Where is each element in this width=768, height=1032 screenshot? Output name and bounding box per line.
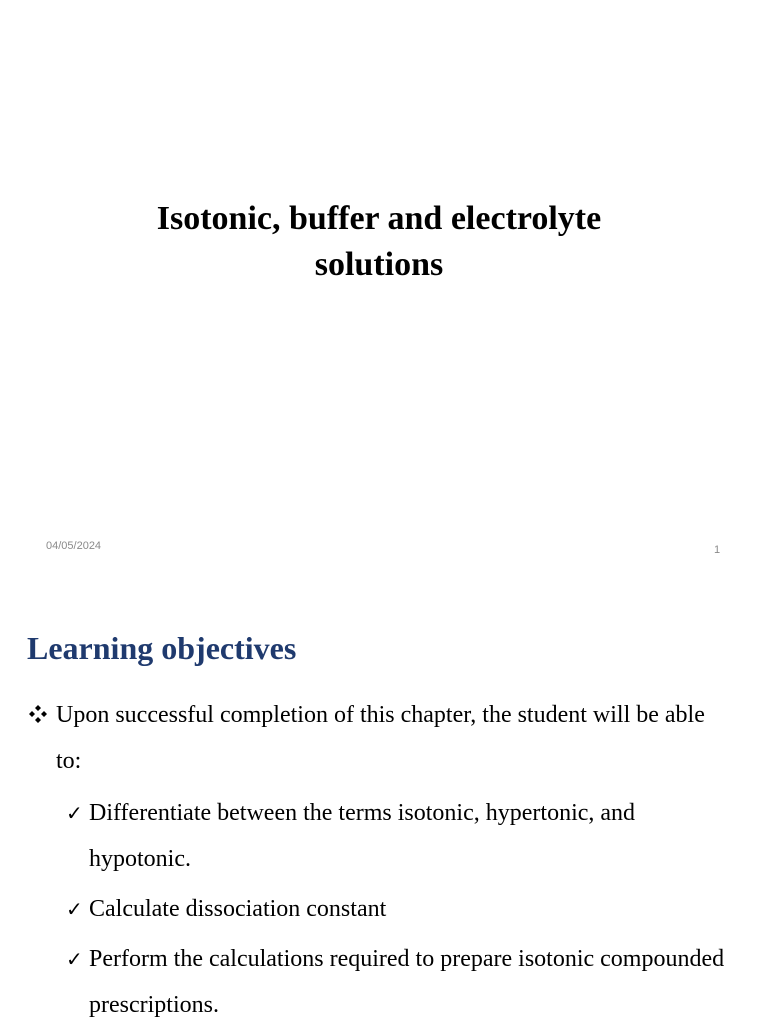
slide-title-line-1: Isotonic, buffer and electrolyte bbox=[156, 200, 602, 237]
objective-text: Perform the calculations required to prepare isotonic compounded prescriptions. bbox=[89, 946, 725, 1018]
objective-text: Differentiate between the terms isotonic, hypertonic, and hypotonic. bbox=[89, 800, 636, 872]
lead-text: Upon successful completion of this chapter, the student will be able to: bbox=[56, 702, 705, 774]
lead-bullet bbox=[28, 692, 728, 784]
list-item bbox=[66, 936, 726, 1028]
objectives-list bbox=[66, 790, 726, 1032]
slide-date: 04/05/2024 bbox=[46, 540, 102, 552]
objectives-slide bbox=[0, 576, 768, 1024]
objective-text: Calculate dissociation constant bbox=[89, 896, 387, 922]
checkmark-icon: ✓ bbox=[66, 897, 83, 921]
diamond-quad-bullet-icon bbox=[28, 692, 54, 741]
section-heading: Learning objectives bbox=[27, 630, 297, 666]
list-item bbox=[66, 790, 726, 882]
slide-title bbox=[0, 196, 758, 288]
list-item bbox=[66, 886, 726, 932]
checkmark-icon: ✓ bbox=[66, 947, 83, 971]
slide-page-number: 1 bbox=[714, 544, 721, 556]
checkmark-icon: ✓ bbox=[66, 801, 83, 825]
slide-title-line-2: solutions bbox=[314, 246, 444, 283]
